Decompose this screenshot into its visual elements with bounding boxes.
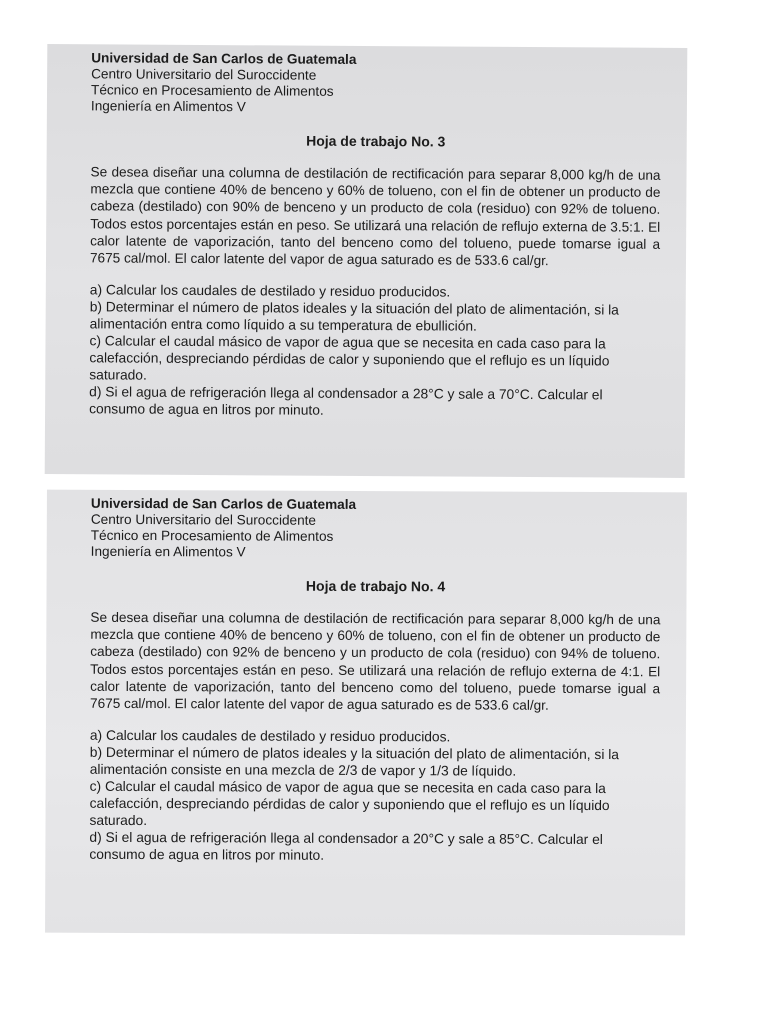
question-d: d) Si el agua de refrigeración llega al condensador a 28°C y sale a 70°C. Calcular el consumo de agua en litros por minuto.	[89, 384, 603, 418]
worksheet-title: Hoja de trabajo No. 3	[306, 132, 446, 150]
course-name: Ingeniería en Alimentos V	[90, 543, 246, 560]
question-c: c) Calcular el caudal másico de vapor de agua que se necesita en cada caso para la calefacción, despreciando pérdidas de calor y suponiendo que el reflujo es un líquido saturado.	[89, 333, 610, 383]
question-d: d) Si el agua de refrigeración llega al condensador a 20°C y sale a 85°C. Calcular el consumo de agua en litros por minuto.	[89, 830, 603, 864]
problem-statement: Se desea diseñar una columna de destilación de rectificación para separar 8,000 kg/h de una mezcla que contiene 40% de benceno y 60% de tolueno, con el fin de obtener un producto de cabeza (destilado) con 90% de benceno y un producto de cola (residuo) con 92% de tolueno. Todos estos porcentajes están en peso. Se utilizará una relación de reflujo externa de 3.5:1. El calor latente de vaporización, tanto del benceno como del tolueno, puede tomarse igual a 7675 cal/mol. El calor latente del vapor de agua saturado es de 533.6 cal/gr.	[89, 164, 661, 269]
question-c: c) Calcular el caudal másico de vapor de agua que se necesita en cada caso para la calefacción, despreciando pérdidas de calor y suponiendo que el reflujo es un líquido saturado.	[89, 779, 610, 829]
worksheet-3-photo	[45, 44, 688, 478]
question-b: b) Determinar el número de platos ideales y la situación del plato de alimentación, si la alimentación consiste en una mezcla de 2/3 de vapor y 1/3 de líquido.	[89, 745, 620, 779]
center-name: Centro Universitario del Suroccidente	[90, 511, 317, 528]
university-name: Universidad de San Carlos de Guatemala	[91, 50, 357, 67]
university-name: Universidad de San Carlos de Guatemala	[90, 495, 357, 512]
worksheet-4-photo	[45, 490, 687, 936]
problem-statement: Se desea diseñar una columna de destilación de rectificación para separar 8,000 kg/h de una mezcla que contiene 40% de benceno y 60% de tolueno, con el fin de obtener un producto de cabeza (destilado) con 92% de benceno y un producto de cola (residuo) con 94% de tolueno. Todos estos porcentajes están en peso. Se utilizará una relación de reflujo externa de 4:1. El calor latente de vaporización, tanto del benceno como del tolueno, puede tomarse igual a 7675 cal/mol. El calor latente del vapor de agua saturado es de 533.6 cal/gr.	[90, 609, 661, 713]
program-name: Técnico en Procesamiento de Alimentos	[90, 82, 334, 99]
question-b: b) Determinar el número de platos ideales y la situación del plato de alimentación, si la alimentación entra como líquido a su temperatura de ebullición.	[89, 299, 619, 334]
program-name: Técnico en Procesamiento de Alimentos	[90, 527, 334, 544]
center-name: Centro Universitario del Suroccidente	[91, 66, 317, 83]
worksheet-title: Hoja de trabajo No. 4	[305, 577, 446, 595]
question-a: a) Calcular los caudales de destilado y residuo producidos.	[89, 728, 451, 745]
course-name: Ingeniería en Alimentos V	[90, 98, 246, 115]
question-a: a) Calcular los caudales de destilado y residuo producidos.	[89, 282, 451, 300]
